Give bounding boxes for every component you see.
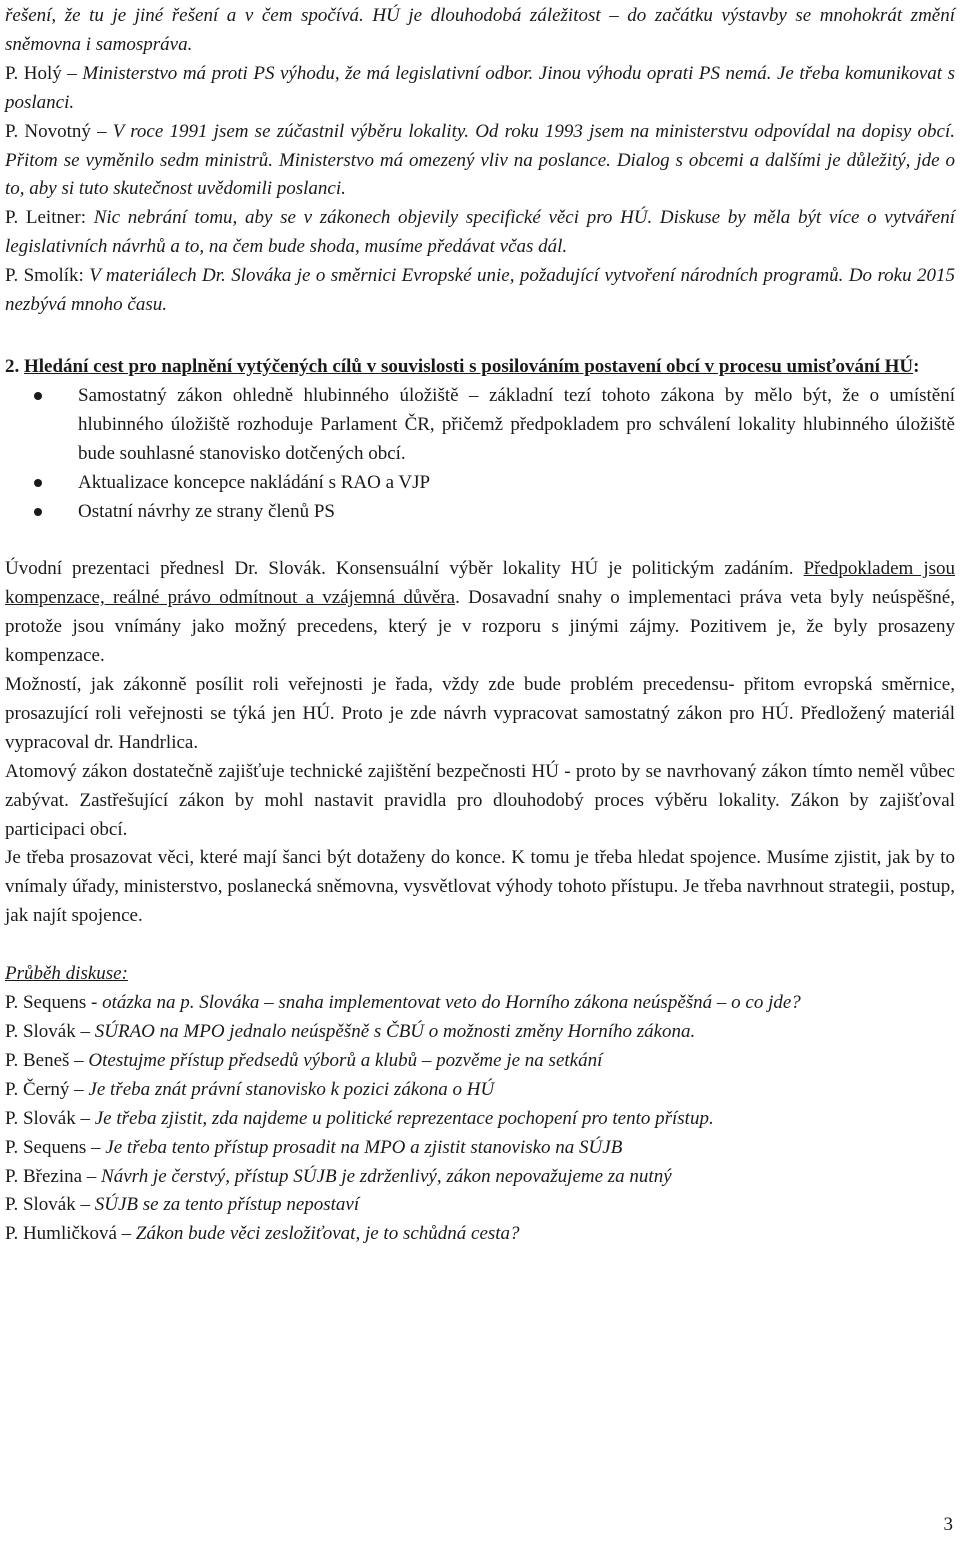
speaker-label: P. Slovák – <box>5 1107 95 1129</box>
statement-text: Ministerstvo má proti PS výhodu, že má legislativní odbor. Jinou výhodu oprati PS nemá. Je třeba komunikovat s poslanci. <box>5 62 956 113</box>
speaker-label: P. Černý – <box>5 1078 89 1100</box>
discussion-list <box>5 989 955 1249</box>
statement-text: otázka na p. Slováka – snaha implementovat veto do Horního zákona neúspěšná – o co jde? <box>102 992 801 1014</box>
speaker-label: P. Beneš – <box>5 1049 89 1071</box>
speaker-label: P. Smolík: <box>5 265 90 287</box>
paragraph-atomovy-zakon: Atomový zákon dostatečně zajišťuje technické zajištění bezpečnosti HÚ - proto by se navrhovaný zákon tímto neměl vůbec zabývat. Zastřešující zákon by mohl nastavit pravidla pro dlouhodobý proces výběru lokality. Zákon by zajišťoval participaci obcí. <box>5 760 955 840</box>
paragraph-smolik <box>5 262 955 320</box>
discussion-item <box>5 1220 955 1249</box>
speaker-label: P. Holý – <box>5 62 83 84</box>
statement-text: SÚJB se za tento přístup nepostaví <box>94 1194 360 1216</box>
discussion-item <box>5 989 955 1018</box>
paragraph-intro <box>5 555 955 671</box>
document-page <box>5 2 955 1249</box>
section-2-heading <box>5 353 955 382</box>
discussion-item <box>5 1134 955 1163</box>
speaker-label: P. Sequens – <box>5 1136 106 1158</box>
list-item-text: Ostatní návrhy ze strany členů PS <box>78 500 335 522</box>
speaker-label: P. Slovák – <box>5 1021 95 1042</box>
section-title: Hledání cest pro naplnění vytýčených cílů v souvislosti s posilováním postavení obcí v procesu umisťování HÚ <box>24 355 914 377</box>
speaker-label: P. Novotný – <box>5 120 113 142</box>
statement-text: SÚRAO na MPO jednalo neúspěšně s ČBÚ o možnosti změny Horního zákona. <box>94 1021 696 1042</box>
discussion-item <box>5 1047 955 1076</box>
section-number: 2. <box>5 355 24 377</box>
discussion-item <box>5 1191 955 1220</box>
section-colon: : <box>913 355 920 377</box>
statement-text: Návrh je čerstvý, přístup SÚJB je zdrženlivý, zákon nepovažujeme za nutný <box>101 1165 672 1187</box>
paragraph-moznosti: Možností, jak zákonně posílit roli veřejnosti je řada, vždy zde bude problém precedensu- přitom evropská směrnice, prosazující roli veřejnosti se týká jen HÚ. Proto je zde návrh vypracovat samostatný zákon pro HÚ. Předložený materiál vypracoval dr. Handrlica. <box>5 674 955 753</box>
discussion-item <box>5 1163 955 1192</box>
bullet-icon <box>34 508 42 516</box>
statement-text: Je třeba znát právní stanovisko k pozici zákona o HÚ <box>88 1078 495 1100</box>
list-item-text: Aktualizace koncepce nakládání s RAO a VJP <box>78 471 431 493</box>
statement-text: V materiálech Dr. Slováka je o směrnici Evropské unie, požadující vytvoření národních programů. Do roku 2015 nezbývá mnoho času. <box>5 265 955 316</box>
section-2-bullet-list <box>5 382 955 527</box>
paragraph-holy <box>5 60 955 118</box>
intro-text: Úvodní prezentaci přednesl Dr. Slovák. Konsensuální výběr lokality HÚ je politickým zadáním. <box>5 558 804 580</box>
statement-text: Otestujme přístup předsedů výborů a klubů – pozvěme je na setkání <box>88 1049 603 1071</box>
statement-text: V roce 1991 jsem se zúčastnil výběru lokality. Od roku 1993 jsem na ministerstvu odpovídal na dopisy obcí. Přitom se vyměnilo sedm ministrů. Ministerstvo má omezený vliv na poslance. Dialog s obcemi a dalšími je důležitý, jde o to, aby si tuto skutečnost uvědomili poslanci. <box>5 120 955 200</box>
list-item-text: Samostatný zákon ohledně hlubinného úložiště – základní tezí tohoto zákona by mělo být, že o umístění hlubinného úložiště rozhoduje Parlament ČR, přičemž předpokladem pro schválení lokality hlubinného úložiště bude souhlasné stanovisko dotčených obcí. <box>78 384 955 464</box>
speaker-label: P. Humličková – <box>5 1223 136 1245</box>
paragraph-spojenci: Je třeba prosazovat věci, které mají šanci být dotaženy do konce. K tomu je třeba hledat spojence. Musíme zjistit, jak by to vnímaly úřady, ministerstvo, poslanecká sněmovna, vysvětlovat výhody tohoto přístupu. Je třeba navrhnout strategii, postup, jak najít spojence. <box>5 847 955 927</box>
list-item <box>5 498 955 527</box>
discussion-item <box>5 1105 955 1134</box>
paragraph-novotny <box>5 118 955 205</box>
statement-text: Je třeba zjistit, zda najdeme u politické reprezentace pochopení pro tento přístup. <box>94 1107 714 1129</box>
bullet-icon <box>34 392 42 400</box>
intro-text-continued: . Dosavadní snahy o implementaci práva veta byly neúspěšné, protože jsou vnímány jako možný precedens, který je v rozporu s jinými zájmy. Pozitivem je, že byly prosazeny kompenzace. <box>5 587 955 667</box>
list-item <box>5 382 955 469</box>
statement-text: Nic nebrání tomu, aby se v zákonech objevily specifické věci pro HÚ. Diskuse by měla být více o vytváření legislativních návrhů a to, na čem bude shoda, musíme předávat včas dál. <box>5 207 955 258</box>
intro-underlined-text: Předpokladem jsou kompenzace, reálné právo odmítnout a vzájemná důvěra <box>5 558 955 609</box>
paragraph-continuation: řešení, že tu je jiné řešení a v čem spočívá. HÚ je dlouhodobá záležitost – do začátku výstavby se mnohokrát změní sněmovna i samospráva. <box>5 5 955 55</box>
page-number: 3 <box>943 1514 953 1535</box>
list-item <box>5 469 955 498</box>
paragraph-leitner <box>5 204 955 262</box>
discussion-item <box>5 1076 955 1105</box>
speaker-label: P. Sequens - <box>5 992 103 1014</box>
discussion-heading: Průběh diskuse: <box>5 963 128 985</box>
discussion-item <box>5 1018 955 1047</box>
speaker-label: P. Březina – <box>5 1165 102 1187</box>
statement-text: Je třeba tento přístup prosadit na MPO a zjistit stanovisko na SÚJB <box>105 1136 623 1158</box>
speaker-label: P. Leitner: <box>5 207 94 229</box>
bullet-icon <box>34 479 42 487</box>
speaker-label: P. Slovák – <box>5 1194 95 1216</box>
statement-text: Zákon bude věci zesložiťovat, je to schůdná cesta? <box>135 1223 520 1245</box>
